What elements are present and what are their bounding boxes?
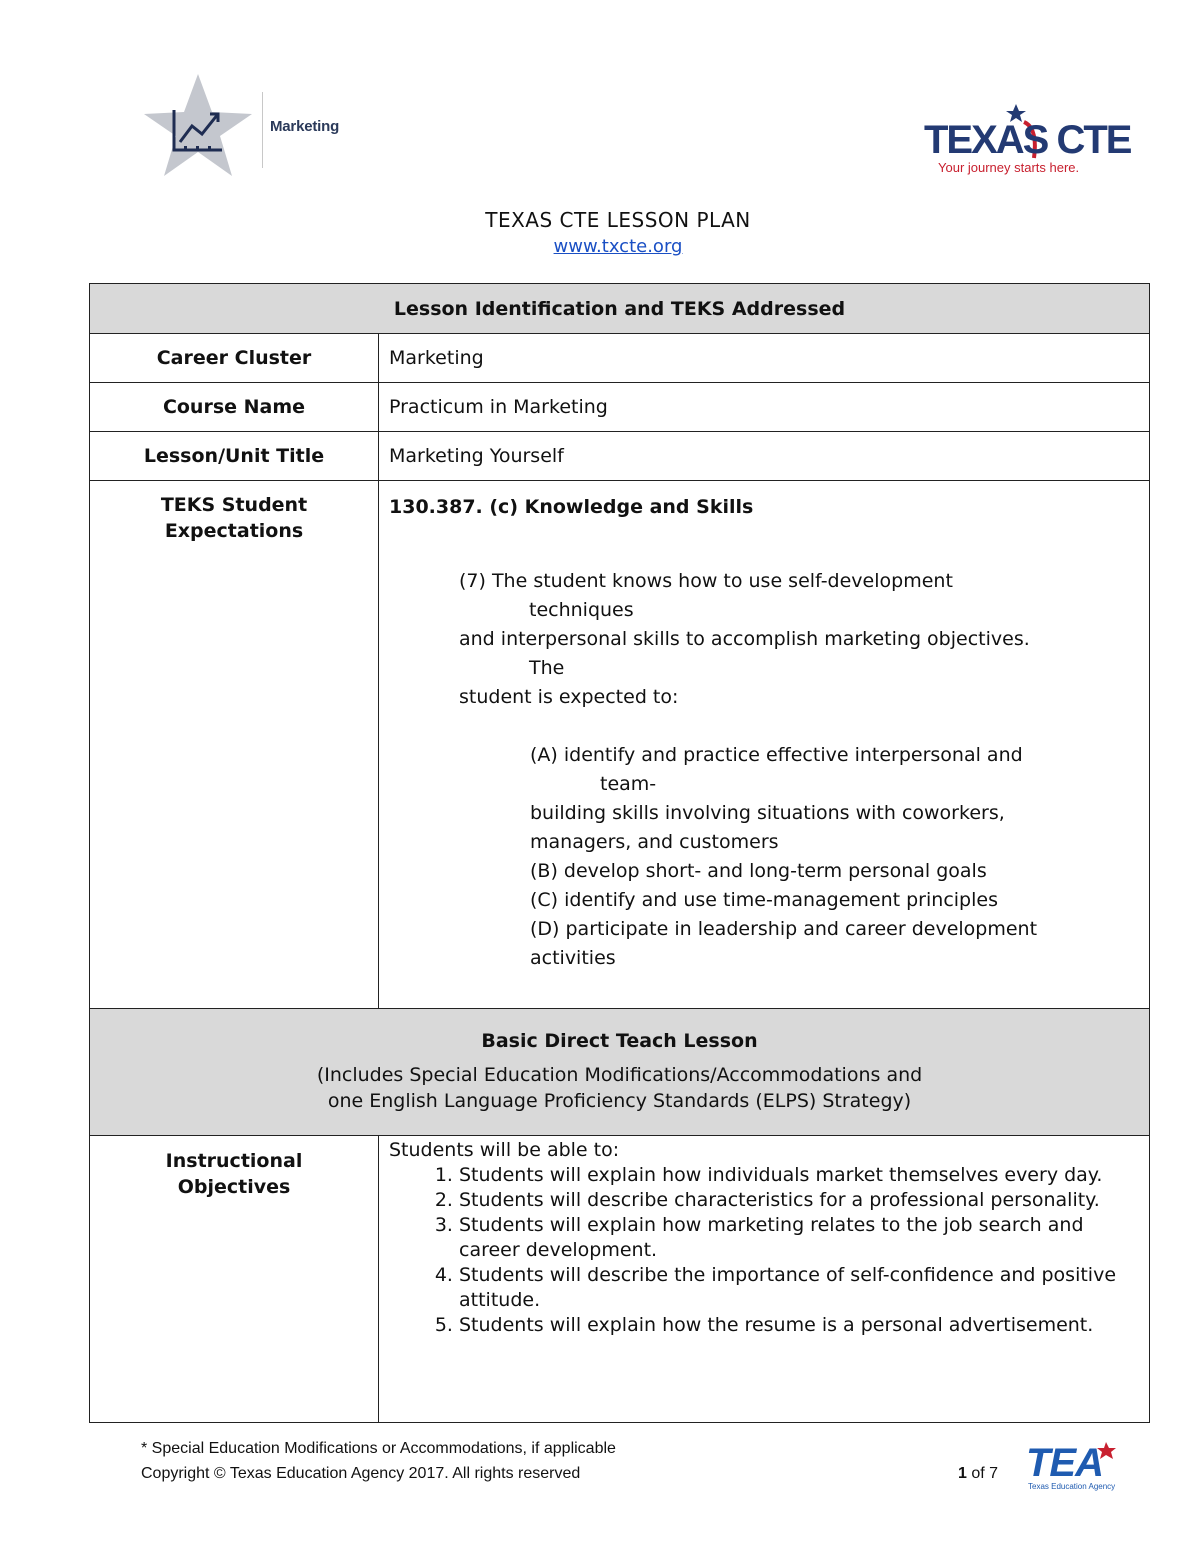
tea-wordmark: TEA — [1026, 1441, 1103, 1485]
section-header-direct-teach — [90, 1009, 1150, 1136]
texas-cte-wordmark: TEXAS CTE — [924, 118, 1131, 162]
lesson-title-value: Marketing Yourself — [379, 432, 1150, 481]
objectives-row — [90, 1136, 1150, 1423]
footer-copyright: Copyright © Texas Education Agency 2017. All rights reserved — [141, 1465, 581, 1482]
texas-cte-tagline: Your journey starts here. — [938, 160, 1080, 175]
career-cluster-value: Marketing — [379, 334, 1150, 383]
marketing-logo-label: Marketing — [270, 118, 340, 135]
teks-label — [90, 481, 379, 1009]
tea-subtitle: Texas Education Agency — [1028, 1482, 1116, 1491]
table-row — [90, 383, 1150, 432]
objectives-list — [389, 1163, 1139, 1338]
objectives-content — [379, 1136, 1150, 1423]
list-item: 1. Students will explain how individuals market themselves every day. — [459, 1163, 1139, 1188]
list-item: 2. Students will describe characteristics for a professional personality. — [459, 1188, 1139, 1213]
teks-line: (7) The student knows how to use self-development — [459, 570, 953, 592]
career-cluster-label: Career Cluster — [90, 334, 379, 383]
footer-note: * Special Education Modifications or Accommodations, if applicable — [141, 1440, 616, 1457]
teks-block — [379, 481, 1149, 973]
table-row — [90, 334, 1150, 383]
lesson-title-label: Lesson/Unit Title — [90, 432, 379, 481]
section-header-row — [90, 284, 1150, 334]
teks-line: activities — [530, 947, 616, 969]
teks-line: techniques — [529, 599, 634, 621]
objectives-label-text: Instructional Objectives — [165, 1150, 303, 1198]
teks-line: building skills involving situations with coworkers, — [530, 802, 1005, 824]
teks-line: team- — [600, 773, 657, 795]
lesson-plan-table — [89, 283, 1150, 1423]
section-header-lesson-identification: Lesson Identification and TEKS Addressed — [90, 284, 1150, 334]
list-item: 4. Students will describe the importance of self-confidence and positive attitude. — [459, 1263, 1139, 1313]
teks-line: (A) identify and practice effective interpersonal and — [530, 744, 1023, 766]
table-row — [90, 432, 1150, 481]
section-header-row — [90, 1009, 1150, 1136]
course-name-value: Practicum in Marketing — [379, 383, 1150, 432]
txcte-link[interactable]: www.txcte.org — [553, 236, 683, 257]
teks-heading: 130.387. (c) Knowledge and Skills — [389, 496, 754, 518]
objectives-block — [379, 1136, 1149, 1338]
page-current: 1 — [958, 1465, 967, 1482]
direct-teach-title: Basic Direct Teach Lesson — [481, 1030, 758, 1052]
teks-line: (B) develop short- and long-term personal goals — [530, 860, 987, 882]
course-name-label: Course Name — [90, 383, 379, 432]
logo-divider — [262, 92, 263, 168]
teks-content — [379, 481, 1150, 1009]
tea-logo — [1022, 1440, 1124, 1496]
list-item: 5. Students will explain how the resume is a personal advertisement. — [459, 1313, 1139, 1338]
teks-line: The — [529, 657, 565, 679]
teks-line: and interpersonal skills to accomplish marketing objectives. — [459, 628, 1030, 650]
direct-teach-sub-1: (Includes Special Education Modifications/Accommodations and — [316, 1064, 923, 1086]
teks-line: (C) identify and use time-management principles — [530, 889, 998, 911]
teks-label-text: TEKS Student Expectations — [160, 494, 308, 542]
objectives-intro: Students will be able to: — [389, 1139, 620, 1161]
page-total: of 7 — [971, 1465, 999, 1482]
teks-line: student is expected to: — [459, 686, 679, 708]
direct-teach-sub-2: one English Language Proficiency Standards (ELPS) Strategy) — [327, 1090, 912, 1112]
teks-row — [90, 481, 1150, 1009]
page-number — [958, 1465, 998, 1483]
teks-line: (D) participate in leadership and career development — [530, 918, 1038, 940]
list-item: 3. Students will explain how marketing relates to the job search and career development. — [459, 1213, 1139, 1263]
document-title: TEXAS CTE LESSON PLAN — [485, 208, 751, 232]
objectives-label — [90, 1136, 379, 1423]
teks-line: managers, and customers — [530, 831, 779, 853]
